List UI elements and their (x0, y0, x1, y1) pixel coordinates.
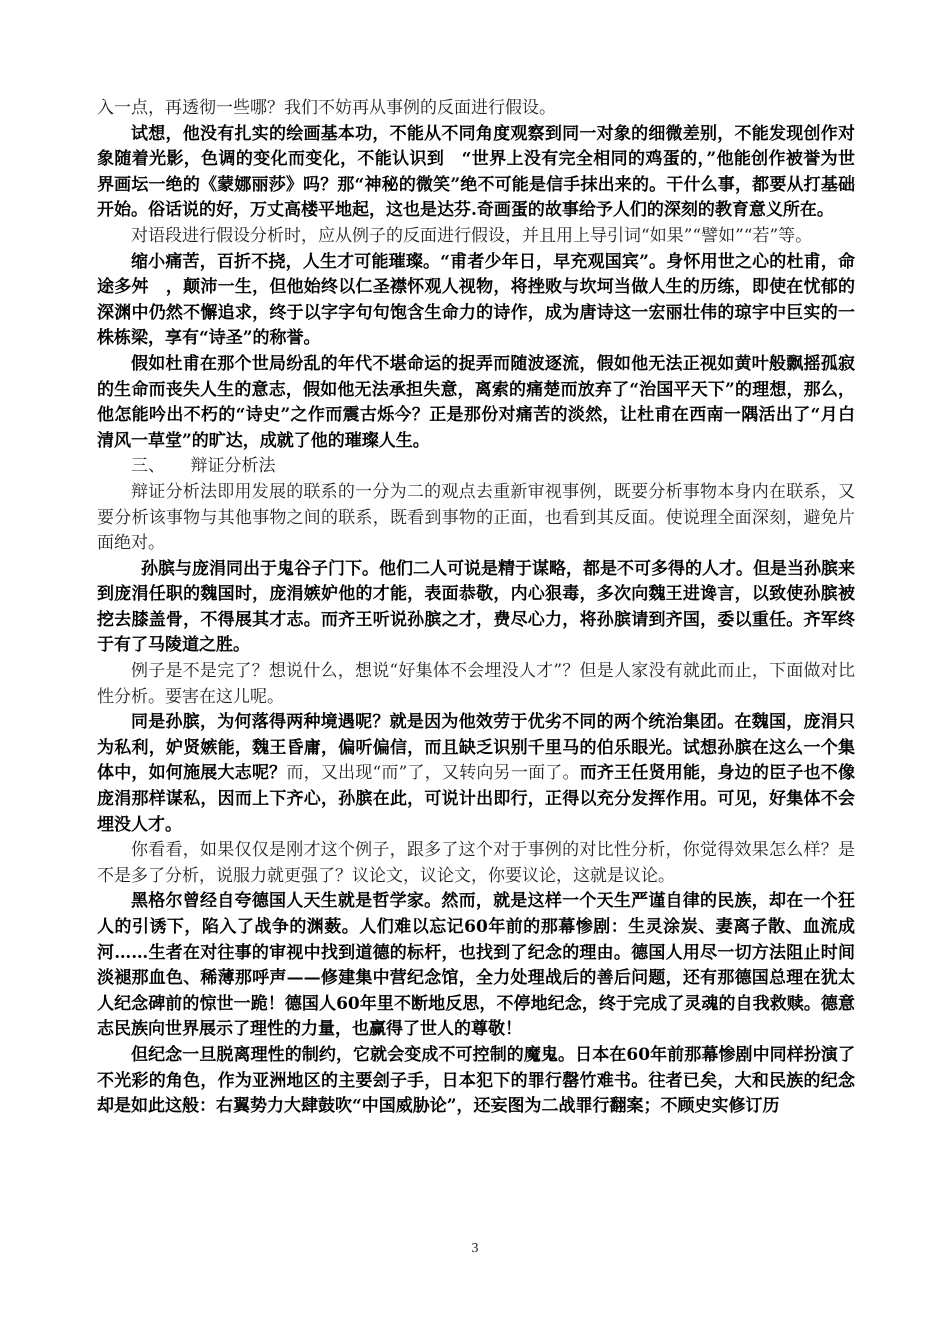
paragraph-example-japan: 但纪念一旦脱离理性的制约，它就会变成不可控制的魔鬼。日本在60年前那幕惨剧中同样扮演了不光彩的角色，作为亚洲地区的主要刽子手，日本犯下的罪行罄竹难书。往者已矣，大和民族的纪念却是如此这般：右翼势力大肆鼓吹“中国威胁论”，还妄图为二战罪行翻案；不顾史实修订历 (97, 1044, 855, 1117)
analysis-text-part-2: 而齐王任贤用能，身边的臣子也不像庞涓那样谋私，因而上下齐心，孙膑在此，可说计出即行，正得以充分发挥作用。可见，好集体不会埋没人才。 (97, 763, 855, 835)
section-heading-dialectical: 三、 辩证分析法 (131, 456, 276, 477)
paragraph-dialectical-definition: 辩证分析法即用发展的联系的一分为二的观点去重新审视事例，既要分析事物本身内在联系，又要分析该事物与其他事物之间的联系，既看到事物的正面，也看到其反面。使说理全面深刻，避免片面绝对。 (97, 481, 855, 554)
paragraph-commentary-effect: 你看看，如果仅仅是刚才这个例子，跟多了这个对于事例的对比性分析，你觉得效果怎么样？是不是多了分析，说服力就更强了？议论文，议论文，你要议论，这就是议论。 (97, 840, 855, 886)
paragraph-continuation: 入一点，再透彻一些哪？我们不妨再从事例的反面进行假设。 (97, 98, 556, 118)
page-number: 3 (471, 1241, 479, 1256)
paragraph-example-sunbin: 孙膑与庞涓同出于鬼谷子门下。他们二人可说是精于谋略，都是不可多得的人才。但是当孙膑来到庞涓任职的魏国时，庞涓嫉妒他的才能，表面恭敬，内心狠毒，多次向魏王进谗言，以致使孙膑被挖去膝盖骨，不得展其才志。而齐王听说孙膑之才，费尽心力，将孙膑请到齐国，委以重任。齐军终于有了马陵道之胜。 (97, 558, 855, 656)
paragraph-analysis-sunbin (97, 710, 855, 838)
paragraph-example-dufu: 缩小痛苦，百折不挠，人生才可能璀璨。“甫者少年日，早充观国宾”。身怀用世之心的杜甫，命途多舛 ，颠沛一生，但他始终以仁圣襟怀观人视物，将挫败与坎坷当做人生的历练，即使在忧郁的深渊中仍然不懈追求，终于以字字句句饱含生命力的诗作，成为唐诗这一宏丽壮伟的琼宇中巨实的一株栋梁，享有“诗圣”的称誉。 (97, 251, 855, 349)
page-body (97, 96, 855, 1120)
paragraph-example-davinci: 试想，他没有扎实的绘画基本功，不能从不同角度观察到同一对象的细微差别，不能发现创作对象随着光影，色调的变化而变化，不能认识到 “世界上没有完全相同的鸡蛋的，”他能创作被誉为世界画坛一绝的《蒙娜丽莎》吗？那“神秘的微笑”绝不可能是信手抹出来的。干什么事，都要从打基础开始。俗话说的好，万丈高楼平地起，这也是达芬.奇画蛋的故事给予人们的深刻的教育意义所在。 (97, 123, 855, 221)
paragraph-hypothesis-dufu: 假如杜甫在那个世局纷乱的年代不堪命运的捉弄而随波逐流，假如他无法正视如黄叶般飘摇孤寂的生命而丧失人生的意志，假如他无法承担失意，离索的痛楚而放弃了“治国平天下”的理想，那么，他怎能吟出不朽的“诗史”之作而震古烁今？正是那份对痛苦的淡然，让杜甫在西南一隅活出了“月白清风一草堂”的旷达，成就了他的璀璨人生。 (97, 353, 855, 451)
paragraph-commentary-sunbin: 例子是不是完了？想说什么，想说“好集体不会埋没人才”？但是人家没有就此而止，下面做对比性分析。要害在这儿呢。 (97, 661, 855, 707)
paragraph-example-germany: 黑格尔曾经自夸德国人天生就是哲学家。然而，就是这样一个天生严谨自律的民族，却在一个狂人的引诱下，陷入了战争的渊薮。人们难以忘记60年前的那幕惨剧：生灵涂炭、妻离子散、血流成河……生者在对往事的审视中找到道德的标杆，也找到了纪念的理由。德国人用尽一切方法阻止时间淡褪那血色、稀薄那呼声——修建集中营纪念馆，全力处理战后的善后问题，还有那德国总理在犹太人纪念碑前的惊世一跪！德国人60年里不断地反思，不停地纪念，终于完成了灵魂的自我救赎。德意志民族向世界展示了理性的力量，也赢得了世人的尊敬！ (97, 891, 855, 1040)
analysis-text-part-1: 同是孙膑，为何落得两种境遇呢？就是因为他效劳于优劣不同的两个统治集团。在魏国，庞涓只为私利，妒贤嫉能，魏王昏庸，偏听偏信，而且缺乏识别千里马的伯乐眼光。试想孙膑在这么一个集体中，如何施展大志呢？ (97, 712, 855, 784)
paragraph-method-note: 对语段进行假设分析时，应从例子的反面进行假设，并且用上导引词“如果”“譬如”“若”等。 (131, 225, 813, 246)
analysis-inline-comment: 而，又出现“而”了，又转向另一面了。 (286, 763, 580, 784)
